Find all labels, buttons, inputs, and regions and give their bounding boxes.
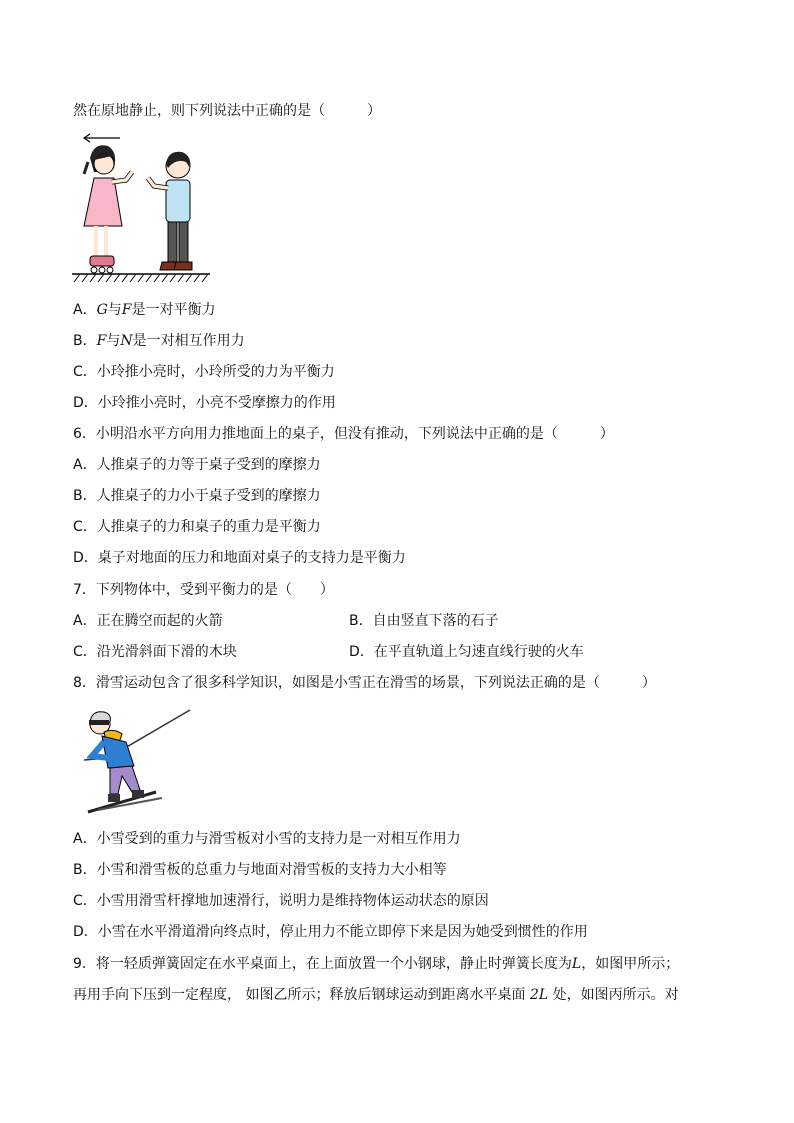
q6-option-d[interactable]: D．桌子对地面的压力和地面对桌子的支持力是平衡力 <box>73 550 406 566</box>
q7-options-row-1 <box>73 611 733 631</box>
q7-option-a[interactable]: A．正在腾空而起的火箭 <box>73 613 223 629</box>
ground-icon <box>72 274 210 282</box>
q8-option-b[interactable]: B．小雪和滑雪板的总重力与地面对滑雪板的支持力大小相等 <box>73 862 447 878</box>
q5-option-a[interactable]: A．G与F是一对平衡力 <box>73 302 216 318</box>
q7-option-c[interactable]: C．沿光滑斜面下滑的木块 <box>73 644 237 660</box>
q6-option-c[interactable]: C．人推桌子的力和桌子的重力是平衡力 <box>73 519 321 535</box>
q5-option-d[interactable]: D．小玲推小亮时，小亮不受摩擦力的作用 <box>73 395 336 411</box>
girl-icon <box>84 145 132 273</box>
q9-stem-line-2: 再用手向下压到一定程度， 如图乙所示；释放后钢球运动到距离水平桌面 2L 处，如图丙所示。对 <box>73 987 679 1003</box>
q7-options-row-2 <box>73 642 733 662</box>
q7-option-d[interactable]: D．在平直轨道上匀速直线行驶的火车 <box>349 644 584 660</box>
q8-option-c[interactable]: C．小雪用滑雪杆撑地加速滑行，说明力是维持物体运动状态的原因 <box>73 893 489 909</box>
q6-option-a[interactable]: A．人推桌子的力等于桌子受到的摩擦力 <box>73 457 321 473</box>
q6-stem: 6．小明沿水平方向用力推地面上的桌子，但没有推动，下列说法中正确的是（ ） <box>73 426 614 442</box>
q8-option-a[interactable]: A．小雪受到的重力与滑雪板对小雪的支持力是一对相互作用力 <box>73 831 461 847</box>
q7-stem: 7．下列物体中，受到平衡力的是（ ） <box>73 582 334 598</box>
left-arrow-icon <box>84 134 120 142</box>
q8-stem: 8．滑雪运动包含了很多科学知识，如图是小雪正在滑雪的场景，下列说法正确的是（ ） <box>73 675 656 691</box>
skier-icon <box>84 710 190 812</box>
question-5-continuation: 然在原地静止，则下列说法中正确的是（ ） <box>73 103 381 119</box>
q5-option-b[interactable]: B．F与N是一对相互作用力 <box>73 333 245 349</box>
boy-icon <box>148 152 192 270</box>
push-figure <box>70 128 215 286</box>
q6-option-b[interactable]: B．人推桌子的力小于桌子受到的摩擦力 <box>73 488 321 504</box>
q8-option-d[interactable]: D．小雪在水平滑道滑向终点时，停止用力不能立即停下来是因为她受到惯性的作用 <box>73 924 588 940</box>
q5-option-c[interactable]: C．小玲推小亮时，小玲所受的力为平衡力 <box>73 364 335 380</box>
q9-stem-line-1: 9．将一轻质弹簧固定在水平桌面上，在上面放置一个小钢球，静止时弹簧长度为L，如图甲所示； <box>73 956 680 972</box>
skier-figure <box>78 706 193 818</box>
q7-option-b[interactable]: B．自由竖直下落的石子 <box>349 613 499 629</box>
